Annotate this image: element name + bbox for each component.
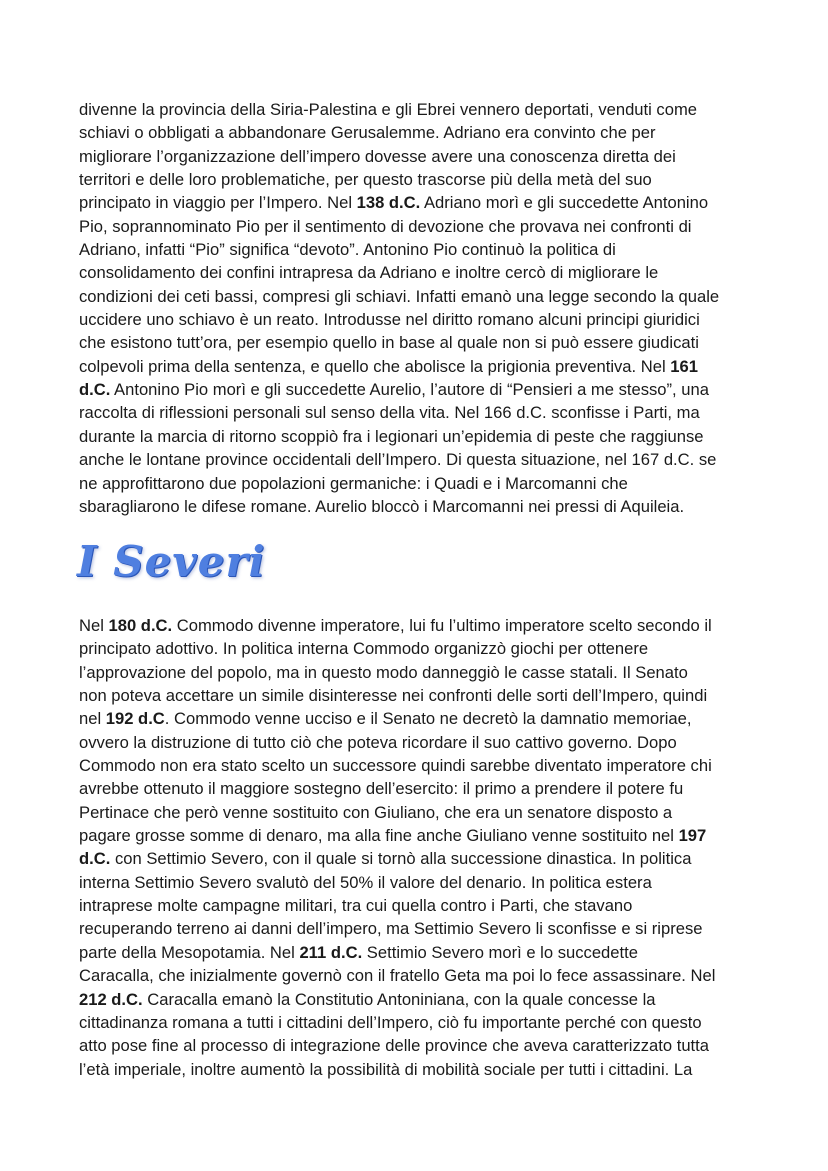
text-run: raccolta di riflessioni personali sul senso della vita. Nel 166 d.C. sconfisse i Parti, ma <box>79 403 700 423</box>
text-run: atto pose fine al processo di integrazione delle province che aveva caratterizzato tutta <box>79 1036 710 1056</box>
text-run: Caracalla, che inizialmente governò con il fratello Geta ma poi lo fece assassinare. Nel <box>79 966 716 986</box>
text-run: sbaragliarono le difese romane. Aurelio bloccò i Marcomanni nei pressi di Aquileia. <box>79 496 685 516</box>
text-line <box>79 941 759 964</box>
text-line <box>79 331 759 354</box>
text-run: Caracalla emanò la Constitutio Antoniniana, con la quale concesse la <box>142 989 656 1009</box>
text-line <box>79 777 759 800</box>
text-line <box>79 355 759 378</box>
text-line <box>79 191 759 214</box>
text-line <box>79 145 759 168</box>
date-highlight: 161 <box>670 356 698 376</box>
date-highlight: 180 d.C. <box>108 616 173 635</box>
text-line <box>79 684 759 707</box>
text-run: Antonino Pio morì e gli succedette Aurelio, l’autore di “Pensieri a me stesso”, una <box>110 380 709 400</box>
text-line <box>79 308 759 331</box>
text-line <box>79 847 759 870</box>
text-run: . Commodo venne ucciso e il Senato ne decretò la damnatio memoriae, <box>164 709 692 729</box>
text-line <box>79 824 759 847</box>
text-line <box>79 1011 759 1034</box>
text-run: territori e delle loro problematiche, per questo trascorse più della metà del suo <box>79 170 652 190</box>
date-highlight: 212 d.C. <box>79 989 143 1009</box>
text-run: l’approvazione del popolo, ma in questo modo danneggiò le casse statali. Il Senato <box>79 662 688 682</box>
text-line <box>79 614 759 637</box>
text-line <box>79 261 759 284</box>
text-run: uccidere uno schiavo è un reato. Introdusse nel diritto romano alcuni principi giuridici <box>79 310 700 330</box>
text-run: condizioni dei ceti bassi, compresi gli schiavi. Infatti emanò una legge secondo la quale <box>79 286 720 306</box>
text-run: principato in viaggio per l’Impero. Nel <box>79 193 357 213</box>
text-line <box>79 707 759 730</box>
text-line <box>79 1058 759 1081</box>
text-run: anche le lontane province occidentali dell’Impero. Di questa situazione, nel 167 d.C. se <box>79 450 717 470</box>
date-highlight: 192 d.C <box>105 709 165 729</box>
text-run: pagare grosse somme di denaro, ma alla fine anche Giuliano venne sostituito nel <box>79 826 679 846</box>
text-run: nel <box>79 709 106 729</box>
text-run: cittadinanza romana a tutti i cittadini dell’Impero, ciò fu importante perché con questo <box>79 1012 702 1032</box>
text-run: recuperando terreno ai danni dell’impero, ma Settimio Severo li sconfisse e si riprese <box>79 919 703 939</box>
text-run: consolidamento dei confini intrapresa da Adriano e inoltre cercò di migliorare le <box>79 263 659 283</box>
text-run: ovvero la distruzione di tutto ciò che poteva ricordare il suo cattivo governo. Dopo <box>79 732 677 752</box>
text-line <box>79 448 759 471</box>
text-line <box>79 754 759 777</box>
text-line <box>79 238 759 261</box>
text-line <box>79 801 759 824</box>
text-line <box>79 661 759 684</box>
text-line <box>79 637 759 660</box>
text-line <box>79 98 759 121</box>
date-highlight: 211 d.C. <box>299 942 363 962</box>
text-run: avrebbe ottenuto il maggiore sostegno dell’esercito: il primo a prendere il potere fu <box>79 779 684 799</box>
text-run: Commodo non era stato scelto un successore quindi sarebbe diventato imperatore chi <box>79 756 712 776</box>
text-line <box>79 285 759 308</box>
text-run: colpevoli prima della sentenza, e quello che abolisce la prigionia preventiva. Nel <box>79 356 671 376</box>
text-run: che esistono tutt’ora, per esempio quello in base al quale non si può essere giudicati <box>79 333 699 353</box>
date-highlight: 138 d.C. <box>356 193 421 213</box>
date-highlight: d.C. <box>79 380 111 400</box>
text-line <box>79 401 759 424</box>
text-run: Adriano, infatti “Pio” significa “devoto”. Antonino Pio continuò la politica di <box>79 240 616 260</box>
text-run: ne approfittarono due popolazioni germaniche: i Quadi e i Marcomanni che <box>79 473 628 493</box>
text-line <box>79 871 759 894</box>
text-line <box>79 121 759 144</box>
text-run: durante la marcia di ritorno scoppiò fra i legionari un’epidemia di peste che raggiunse <box>79 426 704 446</box>
text-line <box>79 988 759 1011</box>
severi-paragraph <box>79 614 759 1081</box>
text-run: Pertinace che però venne sostituito con Giuliano, che era un senatore disposto a <box>79 802 673 822</box>
text-line <box>79 1034 759 1057</box>
text-run: non poteva accettare un simile disinteresse nei confronti delle sorti dell’Impero, quindi <box>79 686 708 706</box>
text-run: Settimio Severo morì e lo succedette <box>362 942 638 962</box>
text-line <box>79 425 759 448</box>
text-run: Adriano morì e gli succedette Antonino <box>420 193 709 213</box>
text-run: divenne la provincia della Siria-Palestina e gli Ebrei vennero deportati, venduti come <box>79 100 698 119</box>
text-line <box>79 495 759 518</box>
text-run: migliorare l’organizzazione dell’impero dovesse avere una conoscenza diretta dei <box>79 146 676 166</box>
text-line <box>79 215 759 238</box>
intro-paragraph <box>79 98 759 518</box>
text-line <box>79 378 759 401</box>
text-line <box>79 894 759 917</box>
text-line <box>79 964 759 987</box>
text-line <box>79 917 759 940</box>
section-heading-severi: I Severi <box>77 537 266 586</box>
text-run: schiavi o obbligati a abbandonare Gerusalemme. Adriano era convinto che per <box>79 123 656 143</box>
text-run: principato adottivo. In politica interna Commodo organizzò giochi per ottenere <box>79 639 649 659</box>
text-line <box>79 168 759 191</box>
text-run: l’età imperiale, inoltre aumentò la possibilità di mobilità sociale per tutti i cittadini. La <box>79 1059 693 1079</box>
text-run: Commodo divenne imperatore, lui fu l’ultimo imperatore scelto secondo il <box>172 616 712 635</box>
date-highlight: 197 <box>678 826 707 846</box>
date-highlight: d.C. <box>79 849 111 869</box>
text-run: con Settimio Severo, con il quale si tornò alla successione dinastica. In politica <box>110 849 692 869</box>
text-line <box>79 472 759 495</box>
text-run: Nel <box>79 616 109 635</box>
text-run: interna Settimio Severo svalutò del 50% il valore del denario. In politica estera <box>79 872 652 892</box>
text-run: intraprese molte campagne militari, tra cui quella contro i Parti, che stavano <box>79 896 633 916</box>
text-run: parte della Mesopotamia. Nel <box>79 942 300 962</box>
text-run: Pio, soprannominato Pio per il sentimento di devozione che provava nei confronti di <box>79 216 692 236</box>
text-line <box>79 731 759 754</box>
